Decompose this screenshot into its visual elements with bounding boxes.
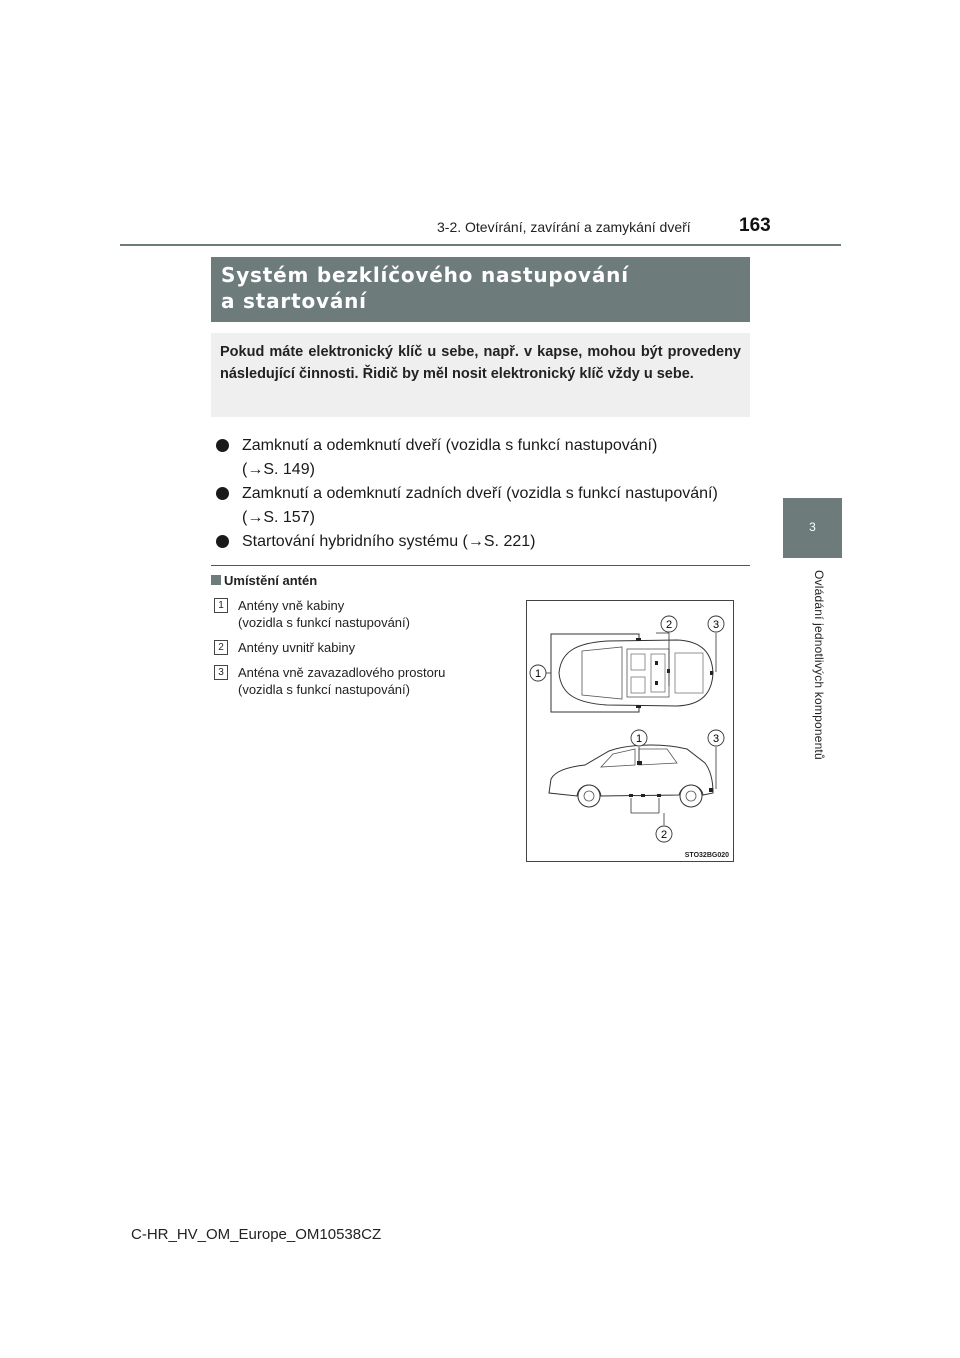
car-diagram: [527, 601, 733, 861]
document-footer-id: C-HR_HV_OM_Europe_OM10538CZ: [131, 1226, 382, 1243]
antenna-marker: [629, 794, 633, 797]
antenna-marker: [636, 638, 641, 641]
list-item: [214, 482, 754, 530]
feature-list: [214, 434, 754, 554]
list-item-text: Zamknutí a odemknutí zadních dveří (vozidla s funkcí nastupování): [242, 485, 718, 502]
page-number: 163: [739, 215, 771, 236]
antenna-marker: [655, 681, 658, 685]
antenna-marker: [667, 669, 670, 673]
list-item-ref: (→S. 149): [242, 461, 315, 478]
list-item-ref: (→S. 157): [242, 509, 315, 526]
header-divider: [120, 244, 841, 246]
running-header-section: 3-2. Otevírání, zavírání a zamykání dveří: [437, 219, 691, 235]
section-title-line-1: Systém bezklíčového nastupování: [221, 263, 629, 287]
legend-number-badge: 3: [214, 665, 228, 680]
subsection-heading: [211, 573, 317, 588]
legend-text: [238, 597, 410, 631]
callout-label-2: 2: [660, 829, 668, 841]
legend-item: [214, 664, 494, 700]
intro-text: Pokud máte elektronický klíč u sebe, např. v kapse, mohou být provedeny následující činnosti. Řidič by měl nosit elektronický klíč vždy u sebe.: [220, 344, 741, 382]
bullet-icon: [216, 535, 229, 548]
legend-line: Anténa vně zavazadlového prostoru: [238, 665, 446, 680]
legend-number-badge: 1: [214, 598, 228, 613]
list-item-text: Startování hybridního systému (→S. 221): [242, 533, 536, 550]
antenna-marker: [636, 705, 641, 708]
subsection-heading-text: Umístění antén: [224, 573, 318, 588]
list-item: [214, 434, 754, 482]
figure-code: STO32BG020: [684, 852, 729, 859]
legend-item: [214, 597, 494, 633]
legend-number-badge: 2: [214, 640, 228, 655]
square-bullet-icon: [211, 575, 221, 585]
rear-wheel: [680, 785, 702, 807]
bullet-icon: [216, 487, 229, 500]
antenna-marker: [657, 794, 661, 797]
front-wheel: [578, 785, 600, 807]
legend-item: [214, 639, 494, 659]
chapter-number: 3: [809, 520, 816, 534]
antenna-marker: [637, 761, 642, 765]
section-title-box: [211, 257, 750, 322]
antenna-marker: [709, 788, 713, 792]
callout-label-2: 2: [665, 619, 673, 631]
antenna-location-figure: [526, 600, 734, 862]
callout-label-1: 1: [534, 668, 542, 680]
callout-label-3: 3: [712, 619, 720, 631]
legend-line: (vozidla s funkcí nastupování): [238, 682, 410, 697]
chapter-label: Ovládání jednotlivých komponentů: [812, 570, 826, 760]
legend-text: [238, 639, 355, 656]
section-title-line-2: a startování: [221, 289, 367, 313]
chapter-tab: [783, 498, 842, 558]
legend-line: Antény vně kabiny: [238, 598, 345, 613]
legend-text: [238, 664, 445, 698]
antenna-marker: [710, 671, 713, 675]
callout-label-1: 1: [635, 733, 643, 745]
list-item-text: Zamknutí a odemknutí dveří (vozidla s funkcí nastupování): [242, 437, 658, 454]
intro-box: [211, 333, 750, 417]
subsection-divider: [211, 565, 750, 566]
antenna-marker: [655, 661, 658, 665]
bullet-icon: [216, 439, 229, 452]
list-item: [214, 530, 754, 554]
legend-line: Antény uvnitř kabiny: [238, 640, 356, 655]
antenna-marker: [641, 794, 645, 797]
callout-label-3: 3: [712, 733, 720, 745]
legend-line: (vozidla s funkcí nastupování): [238, 615, 410, 630]
